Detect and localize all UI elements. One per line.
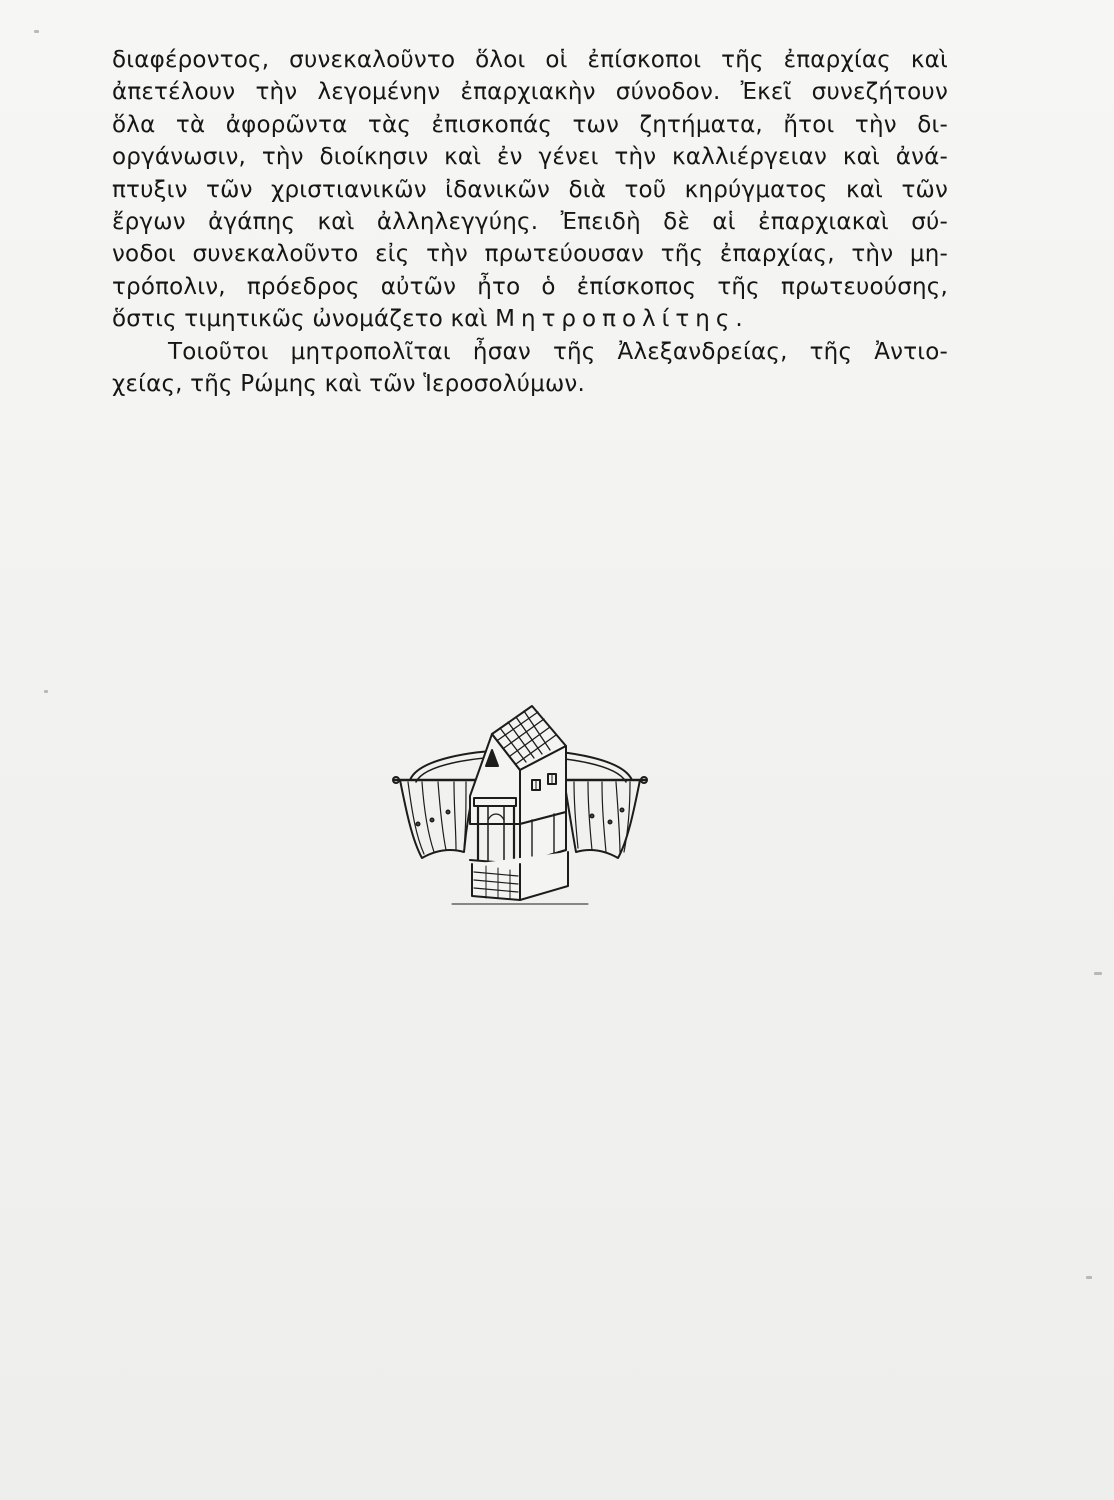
scan-speck <box>34 30 39 33</box>
paragraph-2 <box>112 336 948 401</box>
text-line: διαφέροντος, συνεκαλοῦντο ὅλοι οἱ ἐπίσκοποι τῆς ἐπαρχίας καὶ <box>112 47 948 73</box>
text-line: ἔργων ἀγάπης καὶ ἀλληλεγγύης. Ἐπειδὴ δὲ αἱ ἐπαρχιακαὶ σύ- <box>112 208 948 235</box>
text-line-last <box>112 303 948 335</box>
paragraph-1 <box>112 44 948 336</box>
scan-speck <box>1094 972 1102 975</box>
text-line: τρόπολιν, πρόεδρος αὐτῶν ἦτο ὁ ἐπίσκοπος τῆς πρωτευούσης, <box>112 273 948 300</box>
text-line: ὅλα τὰ ἀφορῶντα τὰς ἐπισκοπάς των ζητήματα, ἤτοι τὴν δι- <box>112 111 948 138</box>
shrine-building-with-draped-curtains-icon <box>392 700 648 912</box>
spaced-term-metropolitan: Μητροπολίτης. <box>495 306 749 333</box>
text-line: χείας, τῆς Ρώμης καὶ τῶν Ἱεροσολύμων. <box>112 370 585 397</box>
text-line: ἀπετέλουν τὴν λεγομένην ἐπαρχιακὴν σύνοδον. Ἐκεῖ συνεζήτουν <box>112 79 948 106</box>
text-line: Τοιοῦτοι μητροπολῖται ἦσαν τῆς Ἀλεξανδρείας, τῆς Ἀντιο- <box>168 338 948 365</box>
text-line: νοδοι συνεκαλοῦντο εἰς τὴν πρωτεύουσαν τῆς ἐπαρχίας, τὴν μη- <box>112 241 948 268</box>
scan-speck <box>44 690 48 693</box>
last-line-prefix: ὅστις τιμητικῶς ὠνομάζετο καὶ <box>112 306 488 333</box>
body-text <box>112 44 948 400</box>
scan-speck <box>1086 1276 1092 1279</box>
text-line: πτυξιν τῶν χριστιανικῶν ἰδανικῶν διὰ τοῦ κηρύγματος καὶ τῶν <box>112 176 948 203</box>
text-line: οργάνωσιν, τὴν διοίκησιν καὶ ἐν γένει τὴν καλλιέργειαν καὶ ἀνά- <box>112 144 948 171</box>
